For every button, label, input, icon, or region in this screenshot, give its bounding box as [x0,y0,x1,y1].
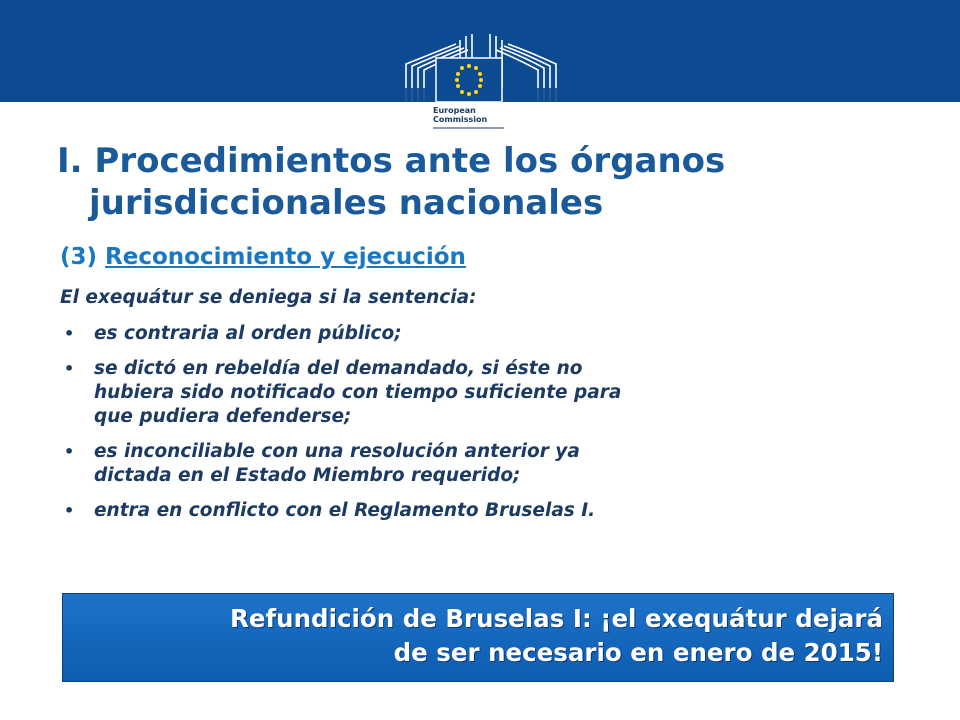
title-line1: I. Procedimientos ante los órganos [57,141,726,181]
bullet-icon: • [64,501,75,520]
callout-box [62,593,894,682]
bullet-text: entra en conflicto con el Reglamento Bruselas I. [94,500,596,521]
slide-title [57,140,917,224]
list-item [60,357,880,429]
callout-text [230,602,883,670]
callout-line2: de ser necesario en enero de 2015! [393,638,883,667]
bullet-text: hubiera sido notificado con tiempo suficiente para [94,382,622,403]
bullet-text: es contraria al orden público; [94,323,402,344]
bullet-icon: • [64,442,75,461]
list-item [60,440,880,488]
subtitle-prefix: (3) [60,244,106,270]
logo-line2: Commission [433,115,488,124]
bullet-icon: • [64,324,75,343]
list-item [60,499,880,523]
bullet-list [60,322,880,534]
list-item [60,322,880,346]
callout-line1: Refundición de Bruselas I: ¡el exequátur dejará [230,604,883,633]
title-line2: jurisdiccionales nacionales [89,183,604,223]
intro-text: El exequátur se deniega si la sentencia: [60,287,477,308]
section-subtitle [60,242,466,272]
recognition-link[interactable]: Reconocimiento y ejecución [105,244,466,270]
bullet-text: dictada en el Estado Miembro requerido; [94,465,521,486]
logo-line1: European [433,106,476,115]
bullet-text: es inconciliable con una resolución anterior ya [94,441,580,462]
bullet-text: se dictó en rebeldía del demandado, si éste no [94,358,583,379]
bullet-icon: • [64,359,75,378]
bullet-text: que pudiera defenderse; [94,406,352,427]
logo-caption [433,106,487,124]
